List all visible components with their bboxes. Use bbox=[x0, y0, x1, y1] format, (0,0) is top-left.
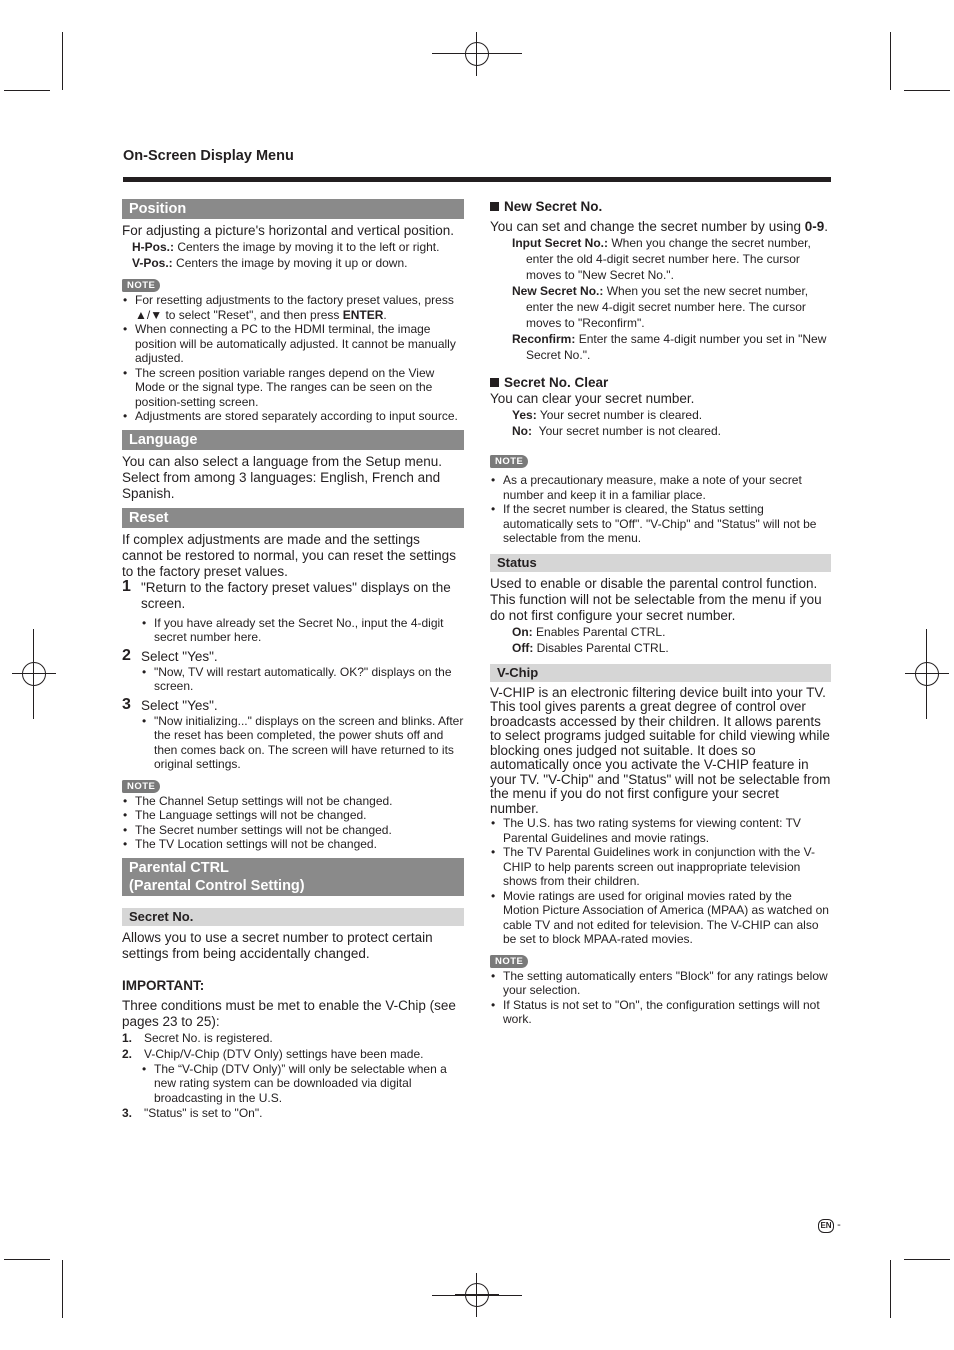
section-heading-status: Status bbox=[490, 554, 831, 572]
condition-item: 2. V-Chip/V-Chip (DTV Only) settings have been made. bbox=[122, 1046, 424, 1061]
reconfirm-item: Reconfirm: Enter the same 4-digit number you set in "New Secret No.". bbox=[512, 332, 827, 362]
registration-mark-icon bbox=[905, 652, 949, 696]
note-item: • The TV Location settings will not be changed. bbox=[122, 837, 464, 852]
square-bullet-icon bbox=[490, 202, 499, 211]
note-item: • The Secret number settings will not be changed. bbox=[122, 823, 464, 838]
secret-clear-text: You can clear your secret number. bbox=[490, 391, 695, 406]
section-heading-reset: Reset bbox=[122, 508, 464, 528]
registration-mark-icon bbox=[455, 32, 499, 76]
hpos-text: Centers the image by moving it to the left or right. bbox=[177, 240, 440, 254]
condition-item: 1. Secret No. is registered. bbox=[122, 1030, 273, 1045]
reset-step-sub: • If you have already set the Secret No., input the 4-digit secret number here. bbox=[122, 616, 464, 645]
language-text: You can also select a language from the Setup menu. Select from among 3 languages: English, French and Spanish. bbox=[122, 453, 442, 501]
input-secret-item: Input Secret No.: When you change the secret number, enter the old 4-digit secret number here. The cursor moves to "New Secret No.". bbox=[512, 236, 811, 282]
up-down-arrows-icon: ▲/▼ bbox=[135, 307, 163, 322]
note-item: • Adjustments are stored separately according to input source. bbox=[122, 409, 464, 424]
note-item: • When connecting a PC to the HDMI terminal, the image position will be automatically adjusted. It cannot be manually adjusted. bbox=[122, 322, 464, 366]
note-item: • If Status is not set to "On", the configuration settings will not work. bbox=[490, 998, 831, 1027]
note-badge: NOTE bbox=[490, 455, 528, 468]
crop-mark bbox=[4, 90, 50, 91]
note-item: • The Language settings will not be changed. bbox=[122, 808, 464, 823]
heading-new-secret-no: New Secret No. bbox=[490, 199, 831, 215]
note-item: • For resetting adjustments to the factory preset values, press ▲/▼ to select "Reset", and then press ENTER. bbox=[122, 293, 464, 322]
important-label: IMPORTANT: bbox=[122, 977, 205, 993]
note-badge: NOTE bbox=[122, 279, 160, 292]
crop-mark bbox=[4, 1259, 50, 1260]
condition-item: 3. "Status" is set to "On". bbox=[122, 1106, 263, 1120]
vchip-text: V-CHIP is an electronic filtering device built into your TV. This tool gives parents a great degree of control over broadcasts accessed by their children. It allows parents to select programs judged suitable for child viewing while blocking ones judged not suitable. It does so automatically once you activate the V-CHIP feature in your TV. "V-Chip" and "Status" will not be selectable from the menu if you do not first configure your secret number. bbox=[490, 684, 831, 816]
reset-intro: If complex adjustments are made and the settings cannot be restored to normal, you can reset the settings to the factory preset values. bbox=[122, 531, 456, 579]
new-secret-item: New Secret No.: When you set the new secret number, enter the new 4-digit secret number here. The cursor moves to "Reconfirm". bbox=[512, 284, 809, 330]
note-badge: NOTE bbox=[122, 780, 160, 793]
vpos-item bbox=[122, 255, 464, 271]
secret-no-text: Allows you to use a secret number to protect certain settings from being accidentally changed. bbox=[122, 929, 433, 961]
enter-key-label: ENTER bbox=[342, 307, 384, 322]
vchip-bullet: • The U.S. has two rating systems for viewing content: TV Parental Guidelines and movie ratings. bbox=[490, 816, 831, 845]
hpos-item bbox=[122, 239, 464, 255]
important-text: Three conditions must be met to enable the V-Chip (see pages 23 to 25): bbox=[122, 997, 456, 1029]
new-secret-text: You can set and change the secret number by using 0-9. bbox=[490, 219, 829, 234]
crop-mark bbox=[62, 1260, 63, 1318]
hpos-label: H-Pos.: bbox=[132, 240, 174, 254]
section-heading-language: Language bbox=[122, 430, 464, 450]
header-rule bbox=[123, 177, 831, 182]
section-heading-secret-no: Secret No. bbox=[122, 908, 464, 926]
section-heading-vchip: V-Chip bbox=[490, 664, 831, 682]
off-item: Off: Disables Parental CTRL. bbox=[512, 640, 669, 655]
page-title: On-Screen Display Menu bbox=[123, 148, 294, 164]
condition-sub: • The “V-Chip (DTV Only)” will only be selectable when a new rating system can be downloaded via digital broadcasting in the U.S. bbox=[122, 1062, 464, 1106]
registration-mark-icon bbox=[455, 1273, 499, 1317]
reset-step: 2 Select "Yes". bbox=[122, 646, 218, 664]
left-column bbox=[122, 199, 464, 1121]
crop-mark bbox=[904, 1259, 950, 1260]
heading-secret-no-clear: Secret No. Clear bbox=[490, 375, 831, 391]
vchip-bullet: • Movie ratings are used for original movies rated by the Motion Picture Association of America (MPAA) as watched on cable TV and not edited for television. The V-CHIP can also be set to block MPAA-rated movies. bbox=[490, 889, 831, 947]
note-item: • If the secret number is cleared, the Status setting automatically sets to "Off". "V-Chip" and "Status" will not be selectable from the menu. bbox=[490, 502, 831, 546]
note-item: • The screen position variable ranges depend on the View Mode or the signal type. The ranges can be seen on the position-setting screen. bbox=[122, 366, 464, 410]
note-badge: NOTE bbox=[490, 955, 528, 968]
position-intro: For adjusting a picture's horizontal and vertical position. bbox=[122, 223, 455, 238]
section-heading-parental-ctrl: Parental CTRL (Parental Control Setting) bbox=[122, 858, 464, 896]
reset-step: 1 "Return to the factory preset values" displays on the screen. bbox=[122, 577, 451, 611]
note-item: • The Channel Setup settings will not be changed. bbox=[122, 794, 464, 809]
status-text: Used to enable or disable the parental control function. This function will not be selectable from the menu if you do not first configure your secret number. bbox=[490, 575, 822, 623]
vpos-text: Centers the image by moving it up or down. bbox=[176, 256, 408, 270]
registration-mark-icon bbox=[12, 652, 56, 696]
en-language-icon: EN bbox=[818, 1219, 834, 1233]
note-item: • The setting automatically enters "Block" for any ratings below your selection. bbox=[490, 969, 831, 998]
on-item: On: Enables Parental CTRL. bbox=[512, 624, 666, 639]
page-number-marker: EN - bbox=[818, 1219, 841, 1233]
crop-mark bbox=[62, 32, 63, 90]
section-heading-position: Position bbox=[122, 199, 464, 219]
vpos-label: V-Pos.: bbox=[132, 256, 173, 270]
no-item: No: Your secret number is not cleared. bbox=[512, 424, 721, 438]
reset-step: 3 Select "Yes". bbox=[122, 695, 218, 713]
crop-mark bbox=[890, 32, 891, 90]
digit-keys-label: 0-9 bbox=[804, 219, 825, 234]
square-bullet-icon bbox=[490, 378, 499, 387]
reset-step-sub: • "Now, TV will restart automatically. OK?" displays on the screen. bbox=[122, 665, 464, 694]
crop-mark bbox=[890, 1260, 891, 1318]
vchip-bullet: • The TV Parental Guidelines work in conjunction with the V-CHIP to help parents screen out inappropriate television shows from their children. bbox=[490, 845, 831, 889]
note-item: • As a precautionary measure, make a note of your secret number and keep it in a familiar place. bbox=[490, 473, 831, 502]
crop-mark bbox=[904, 90, 950, 91]
yes-item: Yes: Your secret number is cleared. bbox=[512, 408, 703, 422]
reset-step-sub: • "Now initializing..." displays on the screen and blinks. After the reset has been completed, the power shuts off and then comes back on. The screen will have returned to its original settings. bbox=[122, 714, 464, 772]
right-column bbox=[490, 199, 831, 1027]
